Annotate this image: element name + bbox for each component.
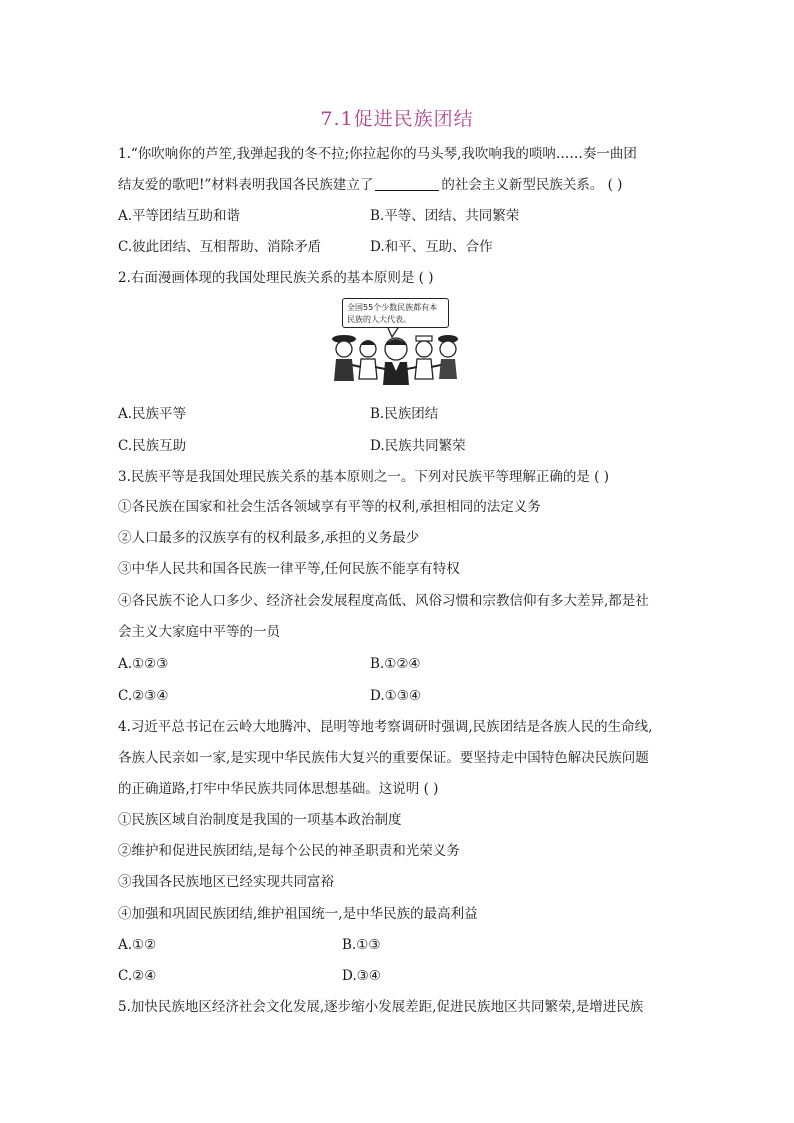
q1-option-d: D.和平、互助、合作	[370, 239, 493, 255]
q2-option-a: A.民族平等	[118, 406, 187, 422]
q4-option-a: A.①②	[118, 937, 157, 953]
q2-stem: 2.右面漫画体现的我国处理民族关系的基本原则是 ( )	[118, 270, 434, 286]
q5-stem-line1: 5.加快民族地区经济社会文化发展,逐步缩小发展差距,促进民族地区共同繁荣,是增进民族	[118, 999, 644, 1015]
q2-option-c: C.民族互助	[118, 438, 187, 454]
answer-blank	[375, 176, 439, 191]
q1-option-a: A.平等团结互助和谐	[118, 208, 241, 224]
q3-statement-2: ②人口最多的汉族享有的权利最多,承担的义务最少	[118, 530, 420, 546]
q4-stem-line3: 的正确道路,打牢中华民族共同体思想基础。这说明 ( )	[118, 781, 439, 797]
q4-option-d: D.③④	[342, 968, 381, 984]
page-title: 7.1促进民族团结	[320, 108, 474, 130]
q1-stem-line1: 1.“你吹响你的芦笙,我弹起我的冬不拉;你拉起你的马头琴,我吹响我的唢呐……奏一曲团	[118, 146, 637, 162]
q4-option-b: B.①③	[342, 937, 381, 953]
q3-statement-4-line2: 会主义大家庭中平等的一员	[118, 624, 280, 640]
q1-stem-line2-start: 结友爱的歌吧!”材料表明我国各民族建立了	[118, 177, 374, 193]
q4-stem-line1: 4.习近平总书记在云岭大地腾冲、昆明等地考察调研时强调,民族团结是各族人民的生命线,	[118, 719, 653, 735]
q3-option-a: A.①②③	[118, 656, 169, 672]
q4-statement-2: ②维护和促进民族团结,是每个公民的神圣职责和光荣义务	[118, 843, 460, 859]
q2-option-b: B.民族团结	[370, 406, 439, 422]
q3-statement-1: ①各民族在国家和社会生活各领域享有平等的权利,承担相同的法定义务	[118, 499, 541, 515]
q1-option-b: B.平等、团结、共同繁荣	[370, 208, 520, 224]
q3-stem: 3.民族平等是我国处理民族关系的基本原则之一。下列对民族平等理解正确的是 ( )	[118, 469, 609, 485]
cartoon-speech-bubble: 全国55个少数民族都有本民族的人大代表。	[342, 298, 449, 328]
q4-option-c: C.②④	[118, 968, 157, 984]
q3-statement-3: ③中华人民共和国各民族一律平等,任何民族不能享有特权	[118, 561, 460, 577]
q3-option-c: C.②③④	[118, 688, 169, 704]
q1-stem-line2-end: 的社会主义新型民族关系。 ( )	[441, 177, 623, 193]
q4-stem-line2: 各族人民亲如一家,是实现中华民族伟大复兴的重要保证。要坚持走中国特色解决民族问题	[118, 750, 649, 766]
q1-option-c: C.彼此团结、互相帮助、消除矛盾	[118, 239, 322, 255]
q3-option-b: B.①②④	[370, 656, 421, 672]
q3-statement-4-line1: ④各民族不论人口多少、经济社会发展程度高低、风俗习惯和宗教信仰有多大差异,都是社	[118, 593, 649, 609]
q4-statement-4: ④加强和巩固民族团结,维护祖国统一,是中华民族的最高利益	[118, 906, 478, 922]
q4-statement-1: ①民族区域自治制度是我国的一项基本政治制度	[118, 812, 402, 828]
cartoon-people-drawing	[326, 297, 466, 387]
q1-stem-line2	[118, 175, 622, 195]
cartoon-illustration	[326, 297, 466, 387]
q4-statement-3: ③我国各民族地区已经实现共同富裕	[118, 874, 334, 890]
q3-option-d: D.①③④	[370, 688, 421, 704]
q2-option-d: D.民族共同繁荣	[370, 438, 466, 454]
